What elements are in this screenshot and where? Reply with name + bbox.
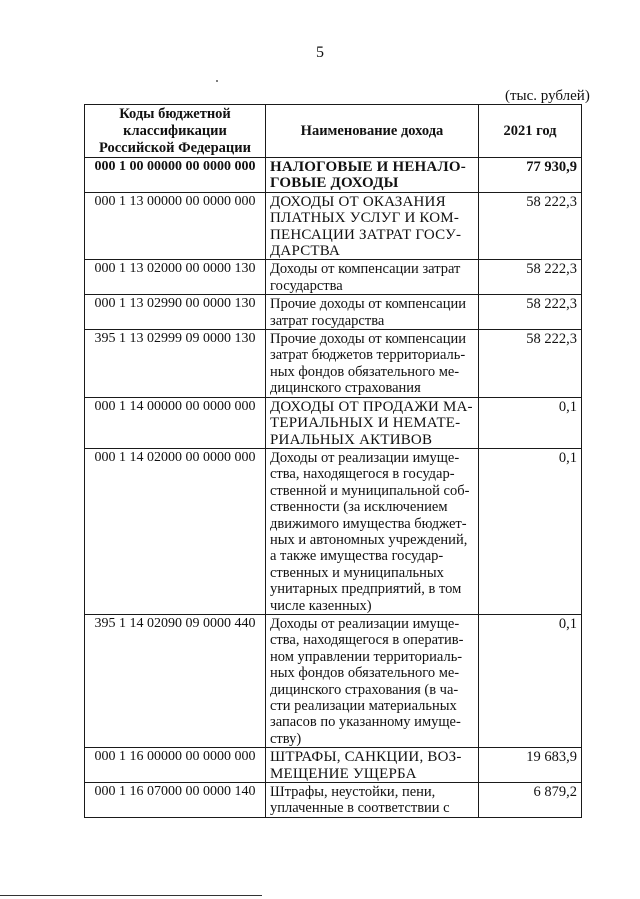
page-number: 5 [316,44,324,61]
revenue-value: 0,1 [479,614,582,747]
revenue-value: 6 879,2 [479,783,582,818]
budget-code: 000 1 13 02990 00 0000 130 [85,295,266,330]
header-name: Наименование дохода [266,105,479,158]
budget-code: 000 1 14 00000 00 0000 000 [85,397,266,448]
revenue-name: ДОХОДЫ ОТ ПРОДАЖИ МА-ТЕРИАЛЬНЫХ И НЕМАТЕ-РИАЛЬНЫХ АКТИВОВ [266,397,479,448]
budget-code: 000 1 14 02000 00 0000 000 [85,448,266,614]
header-code: Коды бюджетной классификации Российской Федерации [85,105,266,158]
table-row [85,614,582,747]
revenue-name: Прочие доходы от компенсации затрат государства [266,295,479,330]
revenue-name: Прочие доходы от компенсации затрат бюджетов территориаль-ных фондов обязательного ме-дицинского страхования [266,330,479,398]
revenue-value: 0,1 [479,397,582,448]
budget-code: 000 1 00 00000 00 0000 000 [85,158,266,193]
table-row [85,748,582,783]
budget-code: 000 1 13 00000 00 0000 000 [85,192,266,260]
revenue-name: Доходы от реализации имуще-ства, находящегося в оператив-ном управлении территориаль-ных фондов обязательного ме-дицинского страхования (в ча-сти реализации материальных запасов по указанному имуще-ству) [266,614,479,747]
revenue-name: Доходы от реализации имуще-ства, находящегося в государ-ственной и муниципальной соб-ственности (за исключением движимого имущества бюджет-ных и автономных учреждений, а также имущества государ-ственных и муниципальных унитарных предприятий, в том числе казенных) [266,448,479,614]
budget-code: 000 1 16 00000 00 0000 000 [85,748,266,783]
revenue-value: 58 222,3 [479,330,582,398]
revenue-name: Штрафы, неустойки, пени, уплаченные в соответствии с [266,783,479,818]
scan-speck [216,80,218,82]
budget-code: 395 1 13 02999 09 0000 130 [85,330,266,398]
revenue-value: 58 222,3 [479,260,582,295]
units-note: (тыс. рублей) [505,88,590,104]
revenue-value: 19 683,9 [479,748,582,783]
table-row [85,158,582,193]
revenue-value: 58 222,3 [479,192,582,260]
revenue-value: 58 222,3 [479,295,582,330]
header-value: 2021 год [479,105,582,158]
footer-rule [0,895,262,896]
revenue-name: ШТРАФЫ, САНКЦИИ, ВОЗ-МЕЩЕНИЕ УЩЕРБА [266,748,479,783]
revenue-value: 77 930,9 [479,158,582,193]
budget-code: 000 1 13 02000 00 0000 130 [85,260,266,295]
revenue-name: НАЛОГОВЫЕ И НЕНАЛО-ГОВЫЕ ДОХОДЫ [266,158,479,193]
revenue-name: ДОХОДЫ ОТ ОКАЗАНИЯ ПЛАТНЫХ УСЛУГ И КОМ-ПЕНСАЦИИ ЗАТРАТ ГОСУ-ДАРСТВА [266,192,479,260]
table-header-row [85,105,582,158]
table-row [85,783,582,818]
table-row [85,397,582,448]
table-row [85,448,582,614]
revenue-value: 0,1 [479,448,582,614]
table-row [85,192,582,260]
table-row [85,330,582,398]
table-row [85,260,582,295]
table-row [85,295,582,330]
budget-code: 000 1 16 07000 00 0000 140 [85,783,266,818]
budget-code: 395 1 14 02090 09 0000 440 [85,614,266,747]
revenue-table [84,104,582,818]
revenue-name: Доходы от компенсации затрат государства [266,260,479,295]
